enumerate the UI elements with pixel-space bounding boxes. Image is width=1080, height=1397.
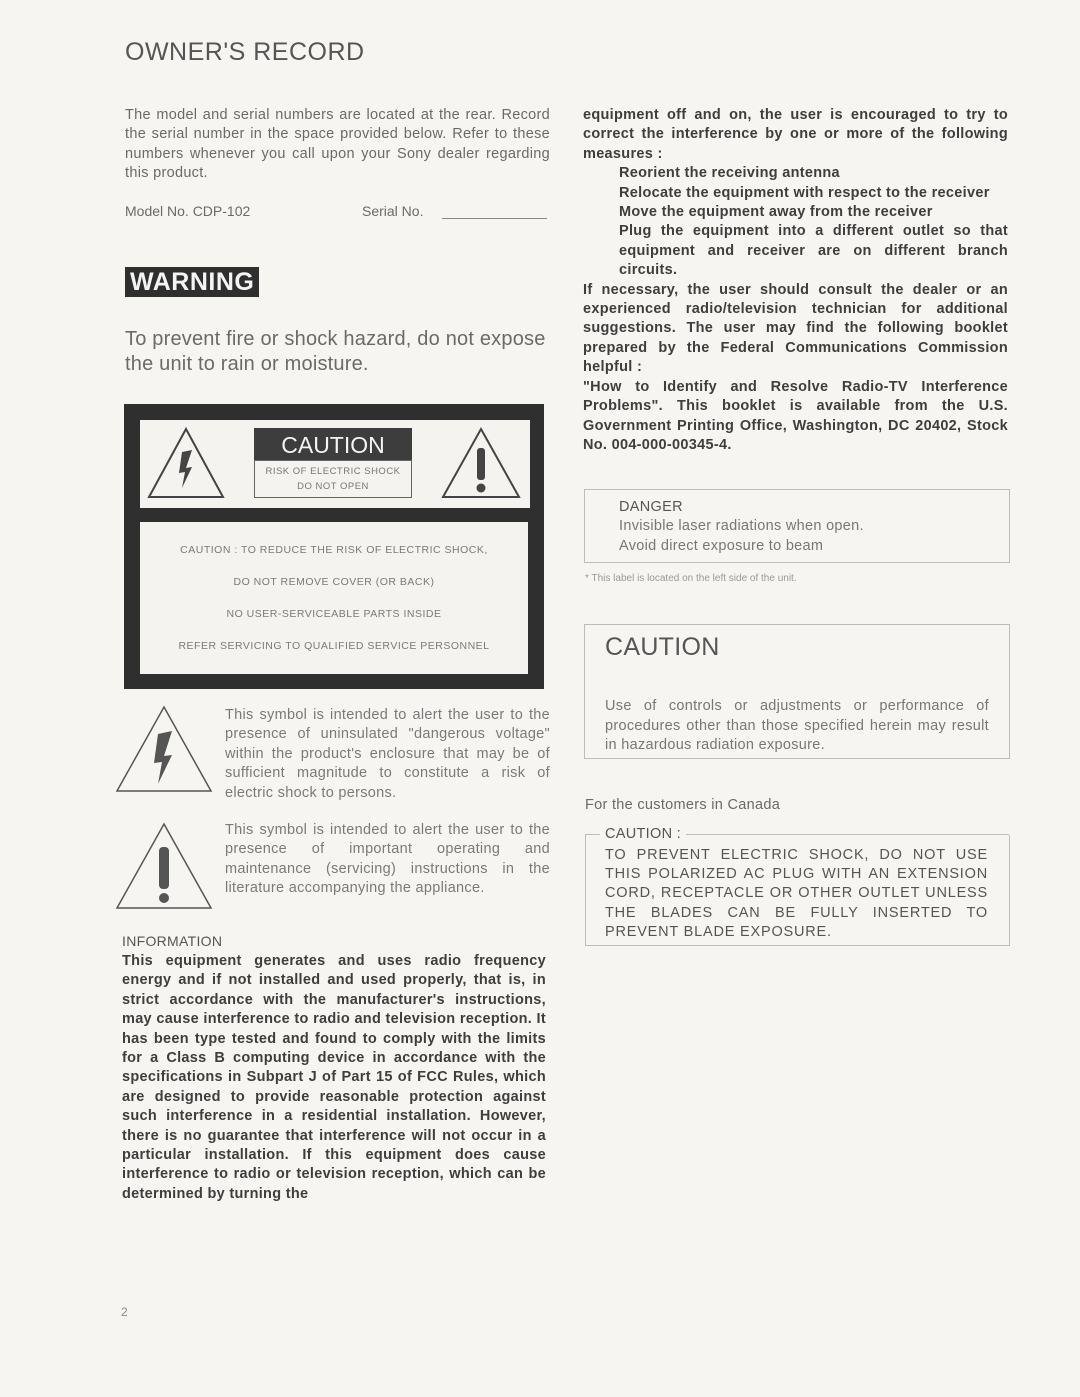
caution-label-text-area (140, 522, 528, 674)
danger-line1: Invisible laser radiations when open. (619, 518, 864, 534)
measures-list (583, 164, 1008, 280)
canada-caution-legend: CAUTION : (600, 826, 686, 842)
consult-text: If necessary, the user should consult the dealer or an experienced radio/television technician for additional suggestions. The user may find the following booklet prepared by the Federal Communications Commission helpful : (583, 281, 1008, 376)
danger-title: DANGER (619, 499, 683, 515)
lightning-triangle-icon (146, 426, 226, 500)
model-serial-row (125, 203, 545, 219)
booklet-text: "How to Identify and Resolve Radio-TV Interference Problems". This booklet is available from the U.S. Government Printing Office, Washington, DC 20402, Stock No. 004-000-00345-4. (583, 378, 1008, 453)
canada-caution-body: TO PREVENT ELECTRIC SHOCK, DO NOT USE THIS POLARIZED AC PLUG WITH AN EXTENSION CORD, RECEPTACLE OR OTHER OUTLET UNLESS THE BLADES CAN BE FULLY INSERTED TO PREVENT BLADE EXPOSURE. (605, 847, 988, 940)
lightning-symbol-icon (114, 704, 214, 794)
list-item: Reorient the receiving antenna (619, 165, 840, 182)
model-number: Model No. CDP-102 (125, 203, 251, 219)
warning-text: To prevent fire or shock hazard, do not expose the unit to rain or moisture. (125, 328, 546, 375)
caution-sub-line1: RISK OF ELECTRIC SHOCK (265, 466, 401, 477)
list-item: Relocate the equipment with respect to the receiver (619, 184, 990, 201)
serial-number-label: Serial No. (362, 203, 424, 219)
laser-caution-body: Use of controls or adjustments or performance of procedures other than those specified herein may result in hazardous radiation exposure. (605, 698, 989, 753)
caution-sub-line2: DO NOT OPEN (297, 481, 369, 492)
owners-record-title: OWNER'S RECORD (125, 38, 365, 66)
page-number: 2 (121, 1305, 128, 1319)
list-item: Move the equipment away from the receiver (619, 204, 933, 221)
caution-text-line1: CAUTION : TO REDUCE THE RISK OF ELECTRIC SHOCK, (180, 544, 488, 556)
canada-heading: For the customers in Canada (585, 797, 781, 813)
information-continued (583, 106, 1008, 455)
list-item: Plug the equipment into a different outlet so that equipment and receiver are on different branch circuits. (619, 223, 1008, 279)
laser-caution-box (584, 624, 1010, 759)
owners-record-text: The model and serial numbers are located at the rear. Record the serial number in the space provided below. Refer to these numbers whenever you call upon your Sony dealer regarding this product. (125, 107, 550, 182)
caution-text-line4: REFER SERVICING TO QUALIFIED SERVICE PERSONNEL (178, 640, 490, 652)
caution-text-line2: DO NOT REMOVE COVER (OR BACK) (233, 576, 435, 588)
info-continued-text: equipment off and on, the user is encouraged to try to correct the interference by one or more of the following measures : (583, 107, 1008, 162)
lightning-symbol-text: This symbol is intended to alert the user to the presence of uninsulated "dangerous voltage" within the product's enclosure that may be of sufficient magnitude to constitute a risk of electric shock to persons. (225, 707, 550, 801)
information-body: This equipment generates and uses radio frequency energy and if not installed and used properly, that is, in strict accordance with the manufacturer's instructions, may cause interference to radio and television reception. It has been type tested and found to comply with the limits for a Class B computing device in accordance with the specifications in Subpart J of Part 15 of FCC Rules, which are designed to provide reasonable protection against such interference in a residential installation. However, there is no guarantee that interference will not occur in a particular installation. If this equipment does cause interference to radio or television reception, which can be determined by turning the (122, 953, 546, 1202)
danger-label-box (584, 489, 1010, 563)
serial-number-blank (442, 218, 547, 219)
exclamation-triangle-icon (440, 426, 522, 500)
exclamation-symbol-text: This symbol is intended to alert the user to the presence of important operating and maintenance (servicing) instructions in the literature accompanying the appliance. (225, 822, 550, 897)
danger-line2: Avoid direct exposure to beam (619, 538, 824, 554)
information-title: INFORMATION (122, 933, 223, 949)
caution-text-line3: NO USER-SERVICEABLE PARTS INSIDE (226, 608, 442, 620)
exclamation-symbol-icon (114, 821, 214, 911)
caution-label-heading: CAUTION (254, 428, 412, 460)
warning-label: WARNING (125, 267, 259, 297)
caution-label-sub (254, 460, 412, 498)
laser-caution-title: CAUTION (605, 633, 720, 661)
danger-label-note: * This label is located on the left side of the unit. (585, 573, 797, 584)
